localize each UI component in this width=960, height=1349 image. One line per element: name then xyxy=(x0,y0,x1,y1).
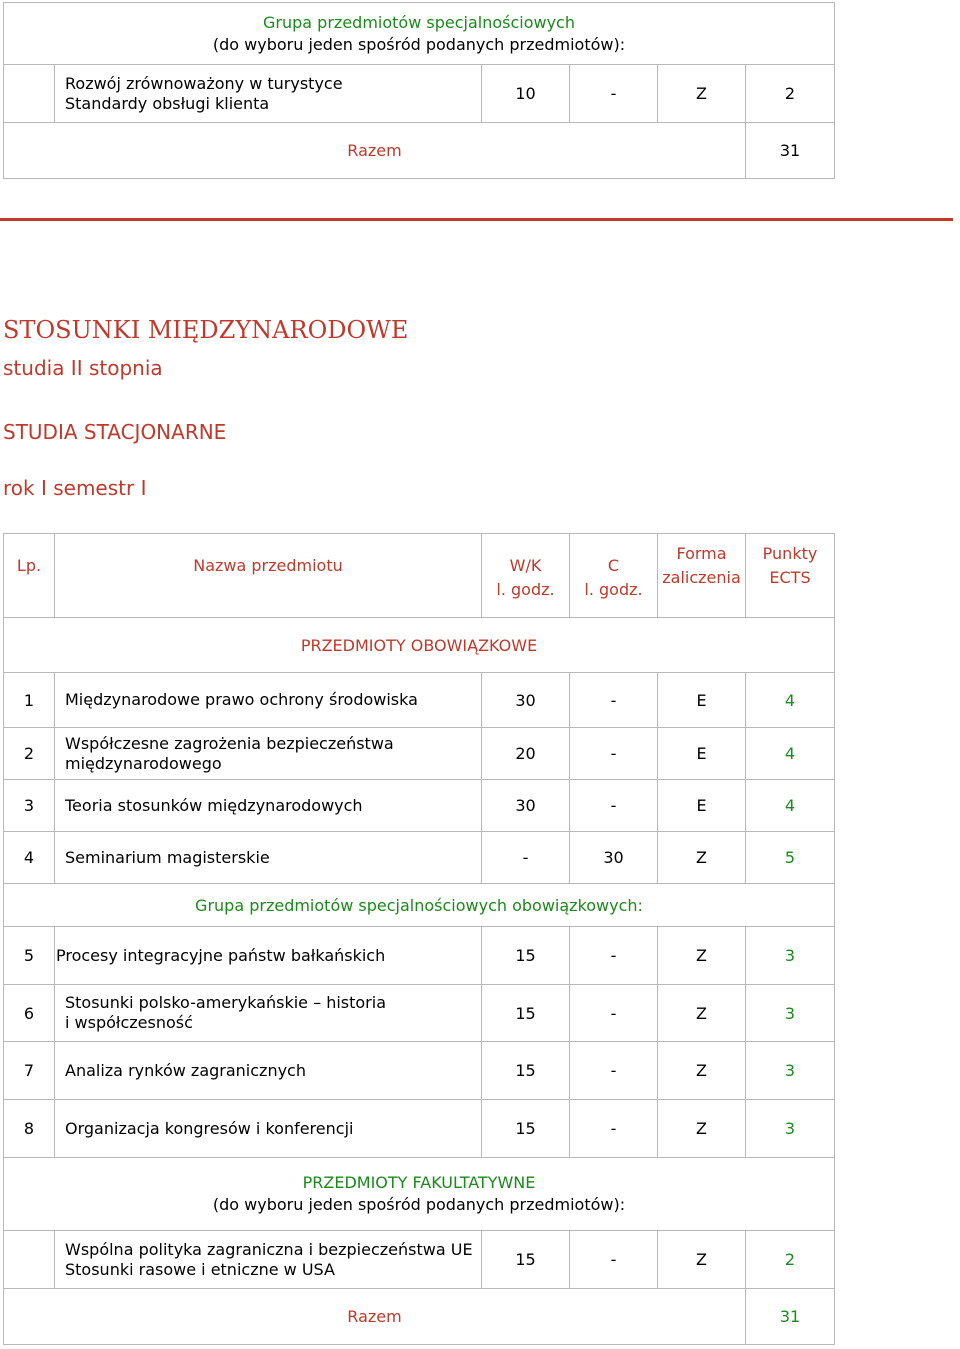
table-row xyxy=(4,728,835,780)
row-lp: 1 xyxy=(4,673,55,728)
row-c: - xyxy=(570,1100,658,1158)
row-forma: Z xyxy=(658,1042,746,1100)
row-forma: Z xyxy=(658,1231,746,1289)
header-wk-line2: l. godz. xyxy=(496,580,555,599)
row-ects: 4 xyxy=(746,728,835,780)
section-optional: PRZEDMIOTY FAKULTATYWNE xyxy=(302,1173,536,1192)
row-lp: 8 xyxy=(4,1100,55,1158)
row-wk: - xyxy=(482,832,570,884)
header-c-line2: l. godz. xyxy=(584,580,643,599)
row-wk: 15 xyxy=(482,1100,570,1158)
row-c: - xyxy=(570,1042,658,1100)
row-c: - xyxy=(570,728,658,780)
optional-note: (do wyboru jeden spośród podanych przedmiotów): xyxy=(212,1195,626,1214)
curriculum-table xyxy=(3,533,835,1345)
group-header-cell xyxy=(4,3,835,65)
subject-item: Wspólna polityka zagraniczna i bezpieczeństwa UE xyxy=(65,1239,473,1259)
study-mode: STUDIA STACJONARNE xyxy=(3,420,227,444)
table-row xyxy=(4,1231,835,1289)
section-divider xyxy=(0,218,953,221)
row-wk: 15 xyxy=(482,985,570,1042)
row-name xyxy=(55,728,482,780)
row-name: Teoria stosunków międzynarodowych xyxy=(55,780,482,832)
total-ects: 31 xyxy=(746,123,835,179)
optional-subject-list xyxy=(55,1231,482,1289)
ects-cell: 2 xyxy=(746,65,835,123)
header-lp: Lp. xyxy=(4,534,55,618)
row-name xyxy=(55,985,482,1042)
header-wk xyxy=(482,534,570,618)
study-level: studia II stopnia xyxy=(3,356,163,380)
row-forma: Z xyxy=(658,1100,746,1158)
row-name-line1: Stosunki polsko-amerykańskie – historia xyxy=(65,993,386,1012)
row-wk: 20 xyxy=(482,728,570,780)
row-lp: 4 xyxy=(4,832,55,884)
row-ects: 3 xyxy=(746,985,835,1042)
header-ects-line2: ECTS xyxy=(769,568,811,587)
row-forma: Z xyxy=(658,832,746,884)
subject-item: Standardy obsługi klienta xyxy=(65,93,270,113)
row-name: Seminarium magisterskie xyxy=(55,832,482,884)
table-row xyxy=(4,673,835,728)
section-mandatory: PRZEDMIOTY OBOWIĄZKOWE xyxy=(4,618,835,673)
row-wk: 30 xyxy=(482,780,570,832)
row-name: Procesy integracyjne państw bałkańskich xyxy=(55,927,482,985)
row-name-text: Współczesne zagrożenia bezpieczeństwa międzynarodowego xyxy=(65,733,394,773)
top-table xyxy=(3,2,835,179)
header-forma-line2: zaliczenia xyxy=(662,568,741,587)
row-c: - xyxy=(570,1231,658,1289)
row-forma: Z xyxy=(658,927,746,985)
row-wk: 15 xyxy=(482,1231,570,1289)
total-ects: 31 xyxy=(746,1289,835,1345)
row-name-line2: i współczesność xyxy=(65,1013,193,1032)
row-wk: 30 xyxy=(482,673,570,728)
row-wk: 15 xyxy=(482,1042,570,1100)
table-row xyxy=(4,780,835,832)
row-forma: E xyxy=(658,673,746,728)
row-c: - xyxy=(570,927,658,985)
row-wk: 15 xyxy=(482,927,570,985)
section-spec: Grupa przedmiotów specjalnościowych obowiązkowych: xyxy=(4,884,835,927)
row-lp: 2 xyxy=(4,728,55,780)
empty-lp-cell xyxy=(4,65,55,123)
header-c-line1: C xyxy=(607,556,620,575)
row-c: 30 xyxy=(570,832,658,884)
header-ects-line1: Punkty xyxy=(762,544,818,563)
page-title: STOSUNKI MIĘDZYNARODOWE xyxy=(3,316,409,344)
row-ects: 4 xyxy=(746,673,835,728)
row-ects: 5 xyxy=(746,832,835,884)
header-ects xyxy=(746,534,835,618)
header-wk-line1: W/K xyxy=(509,556,542,575)
row-lp: 6 xyxy=(4,985,55,1042)
row-forma: Z xyxy=(658,985,746,1042)
group-note: (do wyboru jeden spośród podanych przedmiotów): xyxy=(212,34,626,54)
subject-list xyxy=(55,65,482,123)
table-header-row xyxy=(4,534,835,618)
row-forma: E xyxy=(658,728,746,780)
header-forma xyxy=(658,534,746,618)
total-label: Razem xyxy=(4,1289,746,1345)
row-name: Organizacja kongresów i konferencji xyxy=(55,1100,482,1158)
row-lp: 7 xyxy=(4,1042,55,1100)
row-name: Analiza rynków zagranicznych xyxy=(55,1042,482,1100)
section-optional-cell xyxy=(4,1158,835,1231)
row-forma: E xyxy=(658,780,746,832)
study-term: rok I semestr I xyxy=(3,476,147,500)
c-cell: - xyxy=(570,65,658,123)
subject-item: Stosunki rasowe i etniczne w USA xyxy=(65,1259,335,1279)
table-row xyxy=(4,832,835,884)
table-row xyxy=(4,927,835,985)
table-row xyxy=(4,985,835,1042)
header-name: Nazwa przedmiotu xyxy=(55,534,482,618)
row-lp: 5 xyxy=(4,927,55,985)
forma-cell: Z xyxy=(658,65,746,123)
wk-cell: 10 xyxy=(482,65,570,123)
row-ects: 3 xyxy=(746,1042,835,1100)
total-label: Razem xyxy=(4,123,746,179)
row-ects: 2 xyxy=(746,1231,835,1289)
subject-item: Rozwój zrównoważony w turystyce xyxy=(65,73,343,93)
row-ects: 4 xyxy=(746,780,835,832)
empty-lp-cell xyxy=(4,1231,55,1289)
header-c xyxy=(570,534,658,618)
table-row xyxy=(4,1100,835,1158)
row-c: - xyxy=(570,780,658,832)
table-row xyxy=(4,1042,835,1100)
header-forma-line1: Forma xyxy=(676,544,727,563)
row-c: - xyxy=(570,673,658,728)
row-lp: 3 xyxy=(4,780,55,832)
row-ects: 3 xyxy=(746,927,835,985)
row-c: - xyxy=(570,985,658,1042)
row-ects: 3 xyxy=(746,1100,835,1158)
group-title: Grupa przedmiotów specjalnościowych xyxy=(263,12,575,32)
row-name: Międzynarodowe prawo ochrony środowiska xyxy=(55,673,482,728)
